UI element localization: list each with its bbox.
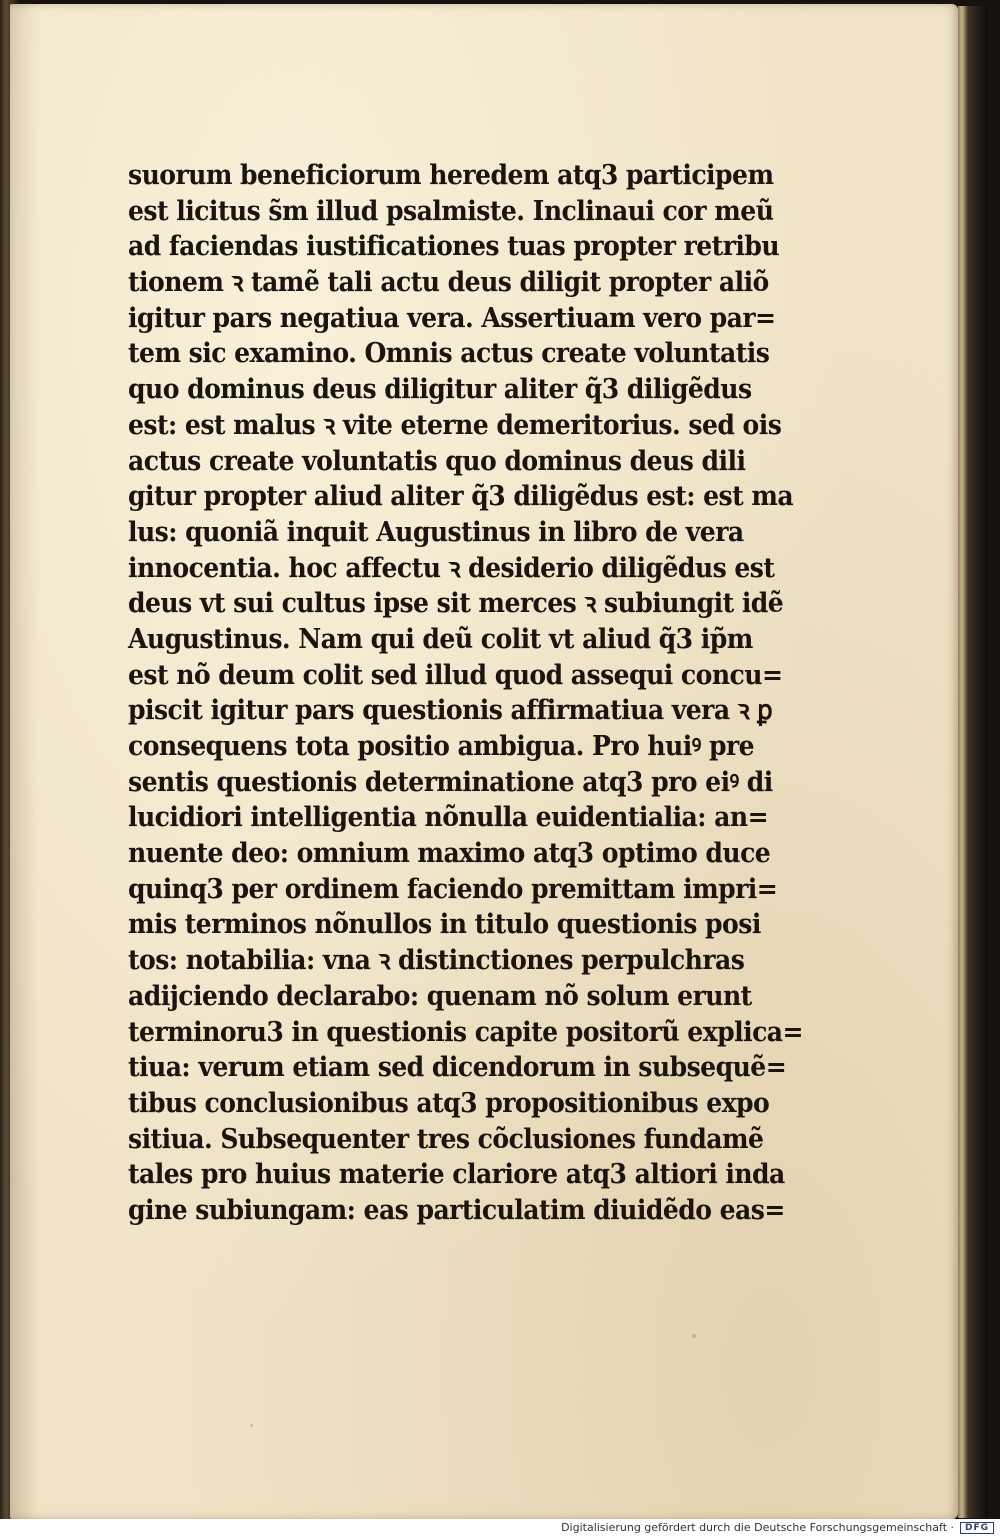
paper-speck [692, 1334, 696, 1338]
text-line: innocentia. hoc affectu ꝛ desiderio diligẽdus est [128, 552, 775, 584]
text-line: ad faciendas iustificationes tuas propter retribu [128, 231, 780, 263]
text-line: piscit igitur pars questionis affirmatiua vera ꝛ ꝑ [128, 695, 773, 727]
text-line: tem sic examino. Omnis actus create voluntatis [128, 338, 770, 370]
paper-speck [250, 1424, 253, 1427]
funding-credit: Digitalisierung gefördert durch die Deutsche Forschungsgemeinschaft · [561, 1521, 954, 1534]
text-line: actus create voluntatis quo dominus deus dili [128, 445, 746, 477]
text-line: tos: notabilia: vna ꝛ distinctiones perpulchras [128, 945, 745, 977]
text-line: quo dominus deus diligitur aliter q̃3 diligẽdus [128, 374, 752, 406]
text-line: est licitus s̃m illud psalmiste. Inclinaui cor meũ [128, 195, 774, 227]
text-line: tiua: verum etiam sed dicendorum in subsequẽ= [128, 1052, 787, 1084]
text-line: tionem ꝛ tamẽ tali actu deus diligit propter aliõ [128, 267, 769, 299]
text-line: lucidiori intelligentia nõnulla euidentialia: an= [128, 802, 769, 834]
text-line: gitur propter aliud aliter q̃3 diligẽdus est: est ma [128, 481, 794, 513]
text-line: sitiua. Subsequenter tres cõclusiones fundamẽ [128, 1123, 764, 1155]
digitization-footer [0, 1519, 1000, 1537]
text-line: suorum beneficiorum heredem atq3 participem [128, 160, 774, 191]
text-line: deus vt sui cultus ipse sit merces ꝛ subiungit idẽ [128, 588, 784, 620]
text-line: mis terminos nõnullos in titulo questionis posi [128, 909, 761, 941]
text-line: Augustinus. Nam qui deũ colit vt aliud q̃3 ip̃m [128, 623, 753, 655]
text-line: terminoru3 in questionis capite positorũ explica= [128, 1016, 804, 1048]
text-line: est nõ deum colit sed illud quod assequi concu= [128, 659, 783, 691]
text-line: tibus conclusionibus atq3 propositionibus expo [128, 1087, 770, 1119]
text-line: consequens tota positio ambigua. Pro huiꝰ pre [128, 731, 755, 762]
text-line: tales pro huius materie clariore atq3 altiori inda [128, 1159, 785, 1191]
dfg-logo: DFG [960, 1522, 994, 1534]
text-line: nuente deo: omnium maximo atq3 optimo duce [128, 838, 771, 870]
text-line: lus: quoniã inquit Augustinus in libro de vera [128, 516, 744, 548]
text-line: sentis questionis determinatione atq3 pro eiꝰ di [128, 766, 773, 798]
incunabula-text-block [128, 158, 828, 1229]
text-line: adijciendo declarabo: quenam nõ solum erunt [128, 980, 752, 1012]
text-line: igitur pars negatiua vera. Assertiuam vero par= [128, 302, 776, 334]
page-fore-edge [958, 6, 988, 1518]
text-line: quinq3 per ordinem faciendo premittam impri= [128, 873, 778, 905]
text-line: gine subiungam: eas particulatim diuidẽdo eas= [128, 1194, 785, 1226]
text-line: est: est malus ꝛ vite eterne demeritorius. sed ois [128, 409, 782, 441]
